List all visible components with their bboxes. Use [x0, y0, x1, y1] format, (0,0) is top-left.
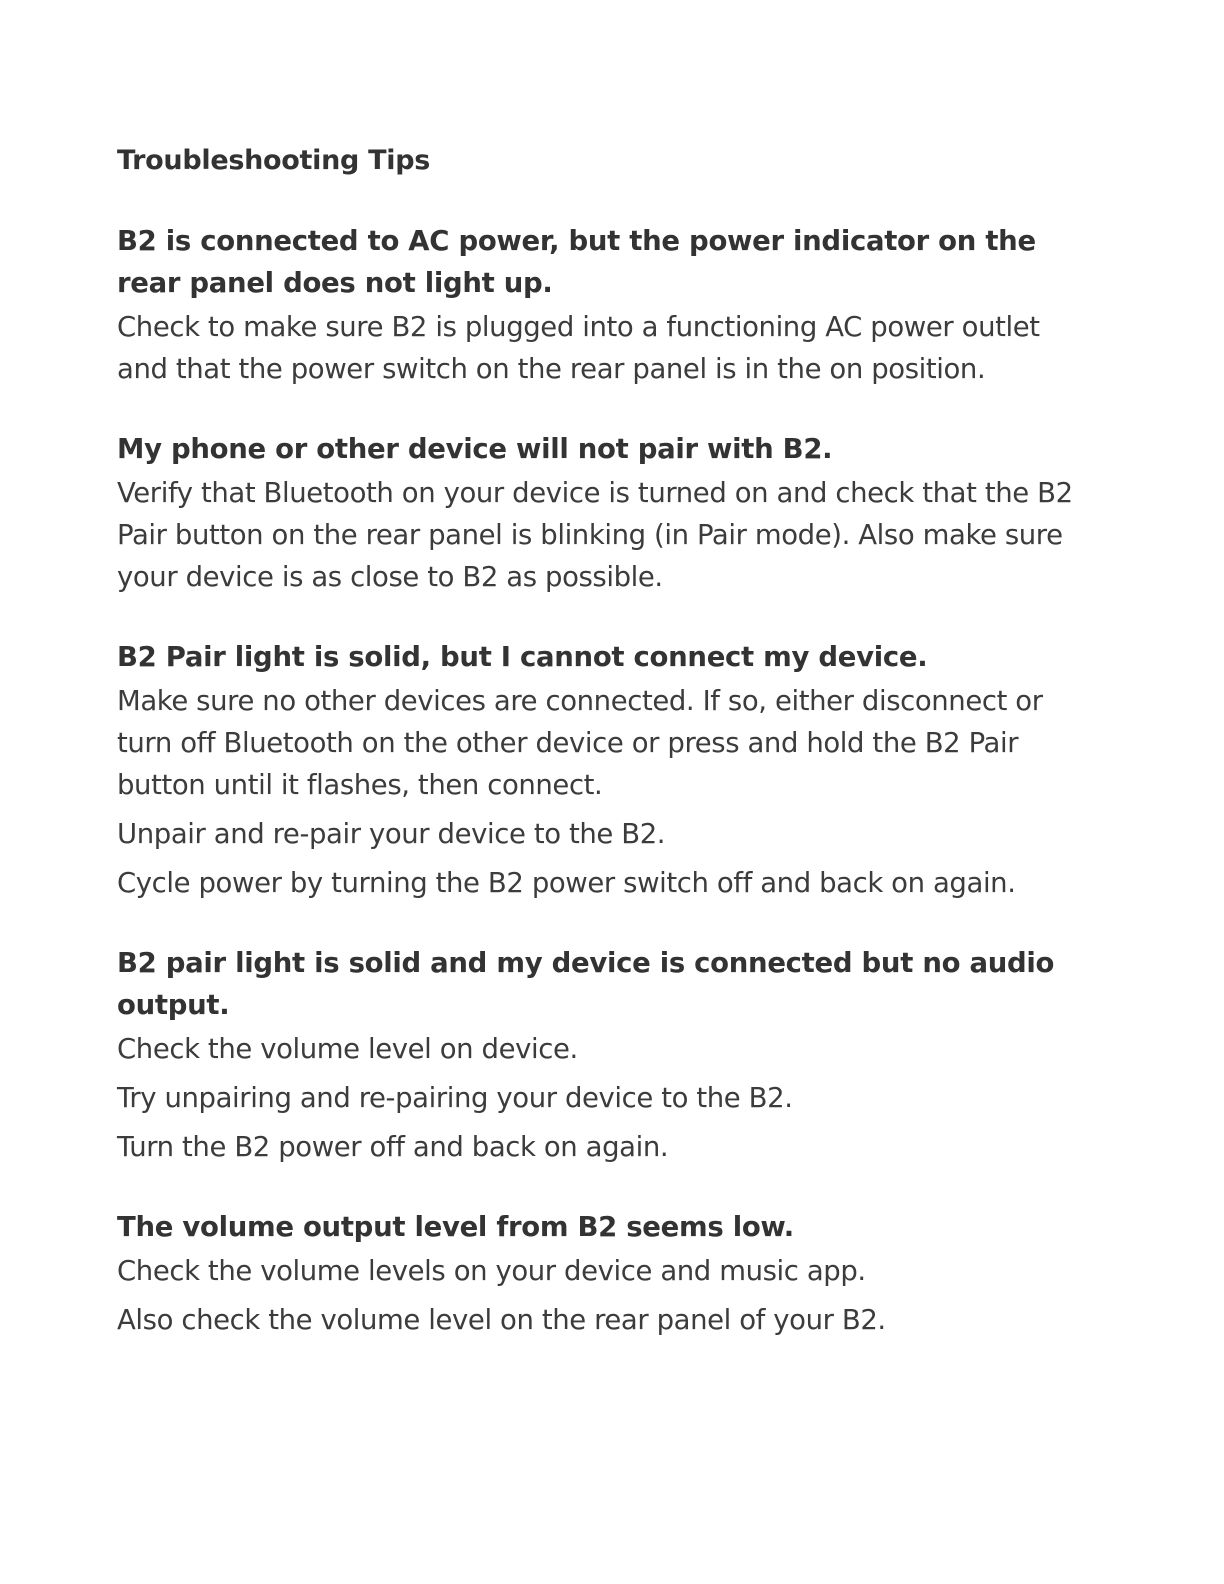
section-paragraph: Check to make sure B2 is plugged into a functioning AC power outlet and that the power switch on the rear panel is in the on position. [117, 311, 1040, 385]
section-paragraph: Check the volume levels on your device and music app. [117, 1255, 866, 1287]
section-paragraph: Turn the B2 power off and back on again. [117, 1131, 669, 1163]
section-pairing [117, 428, 1097, 598]
section-heading: B2 pair light is solid and my device is connected but no audio output. [117, 947, 1055, 1021]
section-paragraph: Make sure no other devices are connected. If so, either disconnect or turn off Bluetooth on the other device or press and hold the B2 Pair button until it flashes, then connect. [117, 685, 1043, 801]
section-paragraph: Check the volume level on device. [117, 1033, 578, 1065]
section-heading: My phone or other device will not pair with B2. [117, 433, 833, 465]
document-page [117, 140, 1097, 1379]
section-heading: The volume output level from B2 seems low. [117, 1211, 794, 1243]
section-paragraph: Cycle power by turning the B2 power switch off and back on again. [117, 867, 1016, 899]
section-paragraph: Verify that Bluetooth on your device is turned on and check that the B2 Pair button on the rear panel is blinking (in Pair mode). Also make sure your device is as close to B2 as possible. [117, 477, 1073, 593]
section-paragraph: Try unpairing and re-pairing your device to the B2. [117, 1082, 793, 1114]
section-paragraph: Unpair and re-pair your device to the B2. [117, 818, 666, 850]
section-no-audio [117, 942, 1097, 1168]
section-connect [117, 636, 1097, 904]
page-title: Troubleshooting Tips [117, 145, 431, 176]
section-power-indicator [117, 220, 1097, 390]
section-paragraph: Also check the volume level on the rear panel of your B2. [117, 1304, 886, 1336]
section-low-volume [117, 1206, 1097, 1341]
section-heading: B2 is connected to AC power, but the power indicator on the rear panel does not light up. [117, 225, 1036, 299]
section-heading: B2 Pair light is solid, but I cannot connect my device. [117, 641, 928, 673]
